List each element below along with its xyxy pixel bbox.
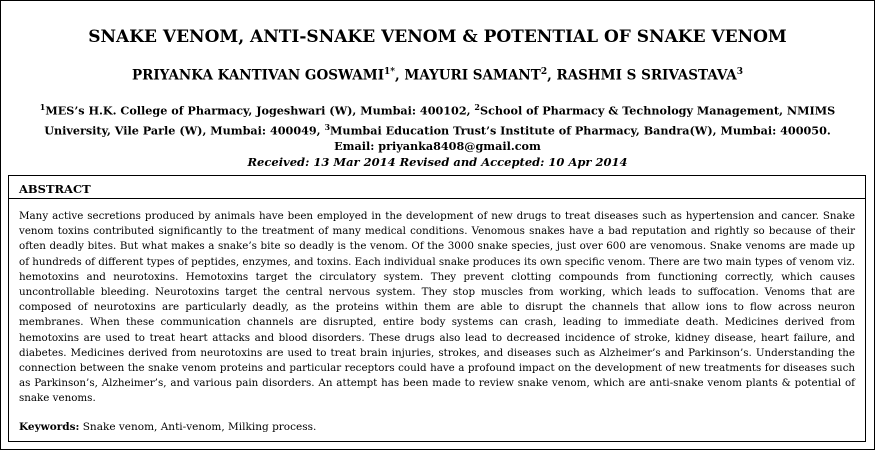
abstract-box [8, 175, 866, 442]
affiliation-mark: 3 [324, 121, 331, 132]
author-affiliation-mark: 3 [736, 67, 743, 77]
affiliation-mark: 2 [474, 102, 480, 112]
author-email: Email: priyanka8408@gmail.com [334, 139, 541, 154]
author-affiliation-mark: 1* [384, 67, 395, 77]
author-name: RASHMI S SRIVASTAVA [556, 67, 737, 84]
paper-title: SNAKE VENOM, ANTI-SNAKE VENOM & POTENTIAL OF SNAKE VENOM [88, 27, 787, 47]
keywords-label: Keywords: [19, 421, 80, 433]
keywords-value: Snake venom, Anti-venom, Milking process. [82, 421, 317, 433]
received-dates: Received: 13 Mar 2014 Revised and Accepted: 10 Apr 2014 [247, 155, 628, 169]
author-name: MAYURI SAMANT [404, 67, 541, 84]
affiliation-mark: 1 [39, 102, 46, 112]
author-affiliation-mark: 2 [540, 67, 548, 77]
author-list: PRIYANKA KANTIVAN $GOSWAMI^{1*}$, MAYURI SAMANT$^2$, RASHMI S SRIVASTAVA$^3$ [132, 67, 743, 84]
keywords-line [19, 421, 316, 433]
affiliations [11, 99, 864, 154]
abstract-header [9, 176, 865, 199]
author-name: PRIYANKA KANTIVAN GOSWAMI [132, 67, 385, 84]
affiliation-2: School of Pharmacy & Technology Management, NMIMS University, Vile Parle (W), Mumbai: 400049, [44, 103, 836, 138]
abstract-text: Many active secretions produced by animals have been employed in the development of new drugs to treat diseases such as hypertension and cancer. Snake venom toxins contributed significantly to the treatment of many medical conditions. Venomous snakes have a bad reputation and rightly so because of their often deadly bites. But what makes a snake’s bite so deadly is the venom. Of the 3000 snake species, just over 600 are venomous. Snake venoms are made up of hundreds of different types of peptides, enzymes, and toxins. Each individual snake produces its own specific venom. There are two main types of venom viz. hemotoxins and neurotoxins. Hemotoxins target the circulatory system. They prevent clotting compounds from functioning correctly, which causes uncontrollable bleeding. Neurotoxins target the central nervous system. They stop muscles from working, which leads to suffocation. Venoms that are composed of neurotoxins are particularly deadly, as the proteins within them are able to disrupt the channels that allow ions to flow across neuron membranes. When these communication channels are disrupted, entire body systems can crash, leading to immediate death. Medicines derived from hemotoxins are used to treat heart attacks and blood disorders. These drugs also lead to decreased incidence of stroke, kidney disease, heart failure, and diabetes. Medicines derived from neurotoxins are used to treat brain injuries, strokes, and diseases such as Alzheimer’s and Parkinson’s. Understanding the connection between the snake venom proteins and particular receptors could have a profound impact on the development of new treatments for diseases such as Parkinson’s, Alzheimer’s, and various pain disorders. An attempt has been made to review snake venom, which are anti-snake venom plants & potential of snake venoms. [19, 210, 855, 405]
abstract-heading: ABSTRACT [19, 182, 91, 196]
affiliation-3: Mumbai Education Trust’s Institute of Pharmacy, Bandra(W), Mumbai: 400050. [330, 123, 831, 138]
affiliation-1: MES’s H.K. College of Pharmacy, Jogeshwari (W), Mumbai: 400102, [45, 103, 471, 118]
